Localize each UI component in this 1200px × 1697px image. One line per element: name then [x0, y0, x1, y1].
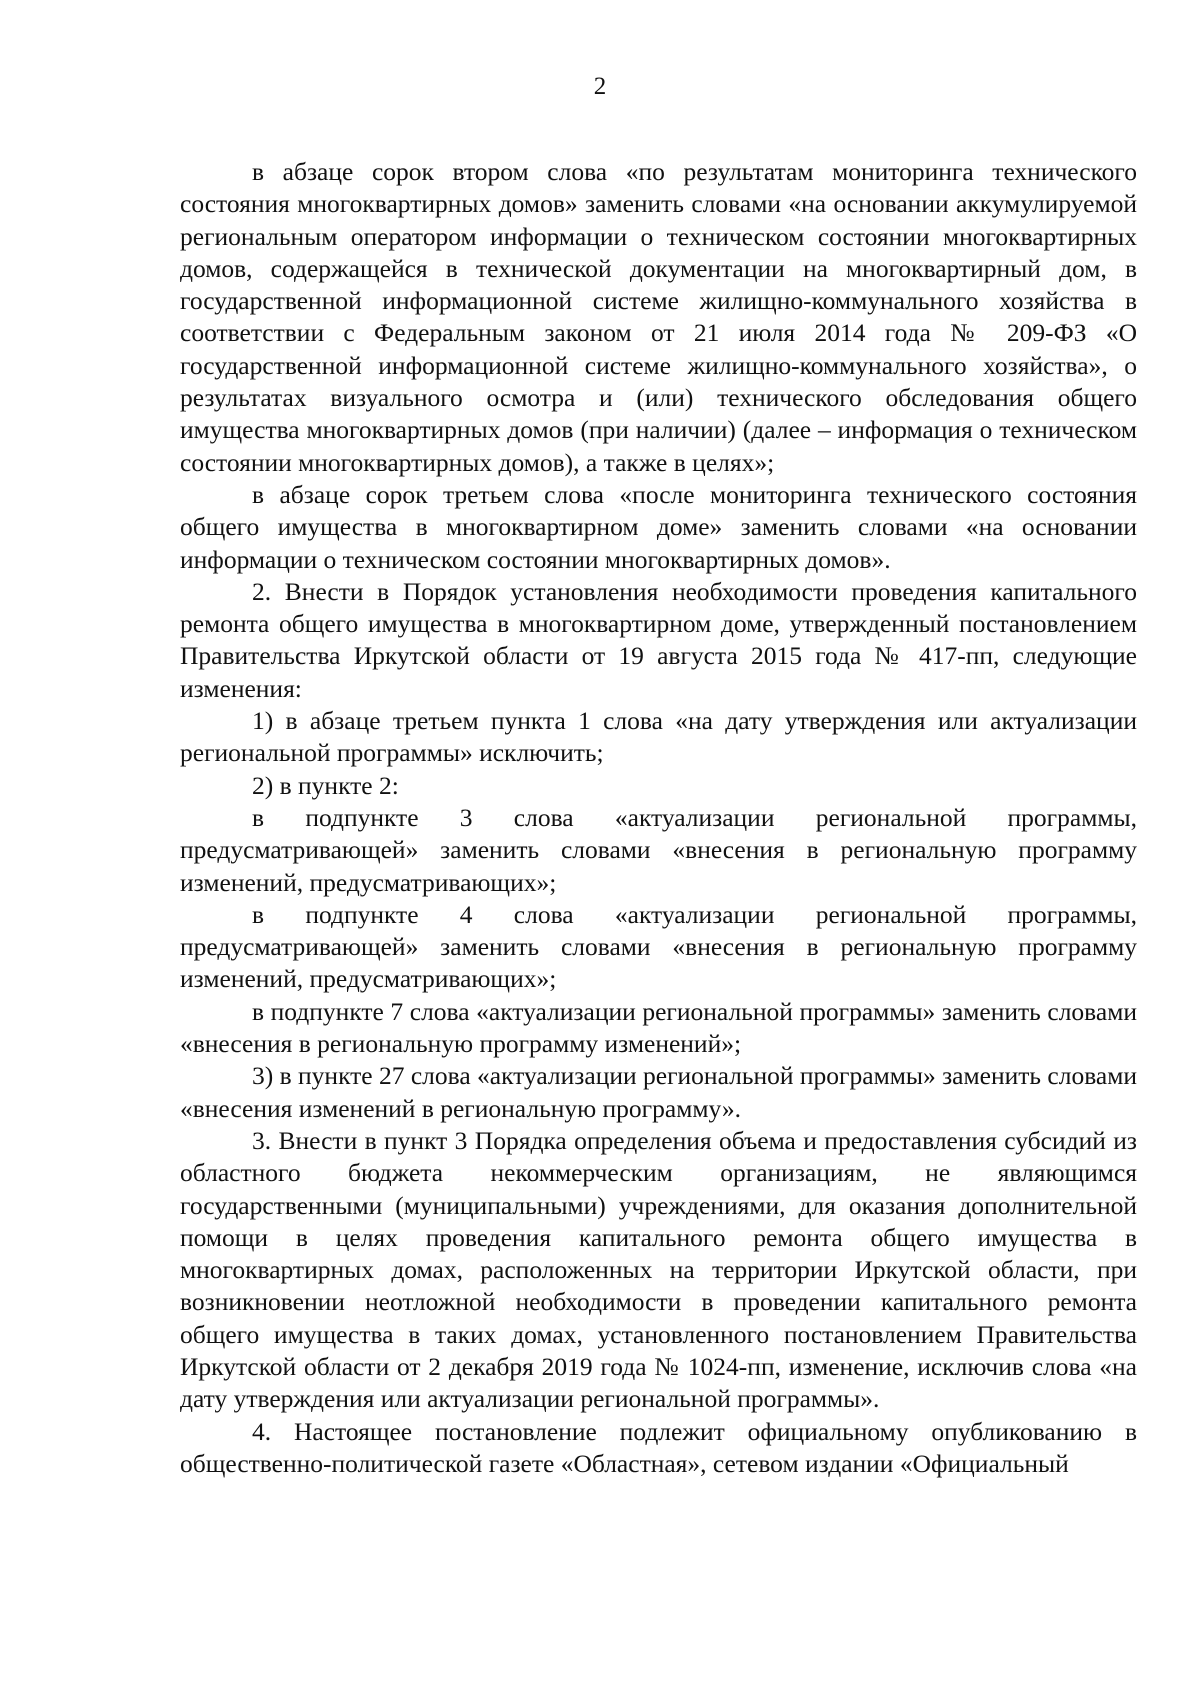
paragraph-podpunkt-4: в подпункте 4 слова «актуализации региональной программы, предусматривающей» заменить словами «внесения в региональную программу изменений, предусматривающих»; — [180, 899, 1137, 994]
paragraph-subitem-3: 3) в пункте 27 слова «актуализации региональной программы» заменить словами «внесения изменений в региональную программу». — [180, 1061, 1137, 1123]
page-number: 2 — [593, 73, 607, 100]
paragraph-item-4: 4. Настоящее постановление подлежит официальному опубликованию в общественно-политической газете «Областная», сетевом издании «Официальный — [180, 1416, 1137, 1478]
document-body — [180, 156, 1137, 1480]
paragraph-subitem-1: 1) в абзаце третьем пункта 1 слова «на дату утверждения или актуализации региональной программы» исключить; — [180, 706, 1137, 768]
paragraph-abzac-43: в абзаце сорок третьем слова «после мониторинга технического состояния общего имущества в многоквартирном доме» заменить словами «на основании информации о техническом состоянии многоквартирных домов». — [180, 479, 1137, 574]
paragraph-item-2: 2. Внести в Порядок установления необходимости проведения капитального ремонта общего имущества в многоквартирном доме, утвержденный постановлением Правительства Иркутской области от 19 августа 2015 года № 417-пп, следующие изменения: — [180, 576, 1137, 703]
paragraph-abzac-42: в абзаце сорок втором слова «по результатам мониторинга технического состояния многоквартирных домов» заменить словами «на основании аккумулируемой региональным оператором информации о техническом состоянии многоквартирных домов, содержащейся в технической документации на многоквартирный дом, в государственной информационной системе жилищно-коммунального хозяйства в соответствии с Федеральным законом от 21 июля 2014 года № 209-ФЗ «О государственной информационной системе жилищно-коммунального хозяйства», о результатах визуального осмотра и (или) технического обследования общего имущества многоквартирных домов (при наличии) (далее – информация о техническом состоянии многоквартирных домов), а также в целях»; — [180, 157, 1137, 477]
paragraph-subitem-2: 2) в пункте 2: — [252, 770, 399, 800]
paragraph-item-3: 3. Внести в пункт 3 Порядка определения объема и предоставления субсидий из областного бюджета некоммерческим организациям, не являющимся государственными (муниципальными) учреждениями, для оказания дополнительной помощи в целях проведения капитального ремонта общего имущества в многоквартирных домах, расположенных на территории Иркутской области, при возникновении неотложной необходимости в проведении капитального ремонта общего имущества в таких домах, установленного постановлением Правительства Иркутской области от 2 декабря 2019 года № 1024-пп, изменение, исключив слова «на дату утверждения или актуализации региональной программы». — [180, 1125, 1137, 1414]
paragraph-podpunkt-3: в подпункте 3 слова «актуализации региональной программы, предусматривающей» заменить словами «внесения в региональную программу изменений, предусматривающих»; — [180, 802, 1137, 897]
paragraph-podpunkt-7: в подпункте 7 слова «актуализации региональной программы» заменить словами «внесения в региональную программу изменений»; — [180, 996, 1137, 1059]
